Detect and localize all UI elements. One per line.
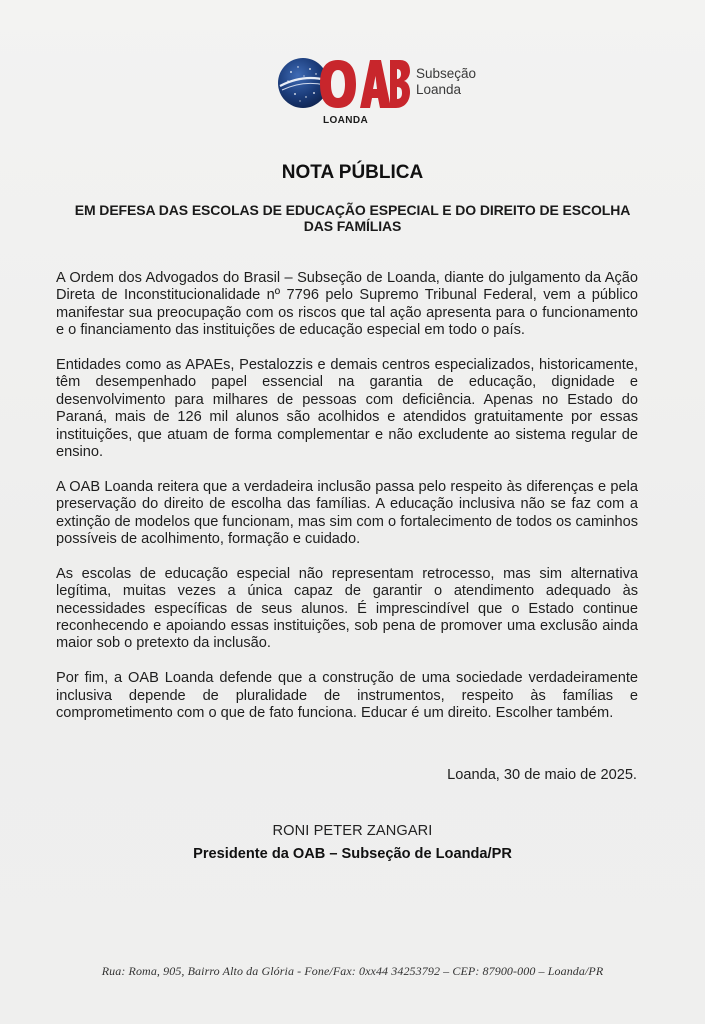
paragraph: A OAB Loanda reitera que a verdadeira inclusão passa pelo respeito às diferenças e pela preservação do direito de escolha das famílias. A educação inclusiva não se faz com a extinção de modelos que funcionam, mas sim com o fortalecimento de todos os caminhos possíveis de acolhimento, formação e cuidado.: [56, 478, 638, 548]
signer-title: Presidente da OAB – Subseção de Loanda/PR: [193, 846, 512, 862]
footer-address: Rua: Roma, 905, Bairro Alto da Glória - Fone/Fax: 0xx44 34253792 – CEP: 87900-000 – Loanda/PR: [101, 964, 604, 978]
logo-city-label: LOANDA: [323, 115, 369, 126]
logo-sub-line2: Loanda: [416, 82, 462, 97]
signer-name: RONI PETER ZANGARI: [272, 823, 433, 839]
oab-logo-emblem: [276, 56, 411, 116]
document-date: Loanda, 30 de maio de 2025.: [447, 767, 637, 783]
paragraph: A Ordem dos Advogados do Brasil – Subseção de Loanda, diante do julgamento da Ação Direta de Inconstitucionalidade nº 7796 pelo Supremo Tribunal Federal, vem a público manifestar sua preocupação com os riscos que tal ação apresenta para o funcionamento e o financiamento das instituições de educação especial em todo o país.: [56, 270, 638, 339]
logo-sub-line1: Subseção: [416, 66, 477, 81]
document-subtitle: EM DEFESA DAS ESCOLAS DE EDUCAÇÃO ESPECIAL E DO DIREITO DE ESCOLHA DAS FAMÍLIAS: [74, 202, 631, 234]
document-body: [56, 270, 638, 740]
oab-logo: [276, 56, 496, 130]
paragraph: As escolas de educação especial não representam retrocesso, mas sim alternativa legítima, muitas vezes a única capaz de garantir o atendimento adequado às necessidades específicas de seus alunos. É imprescindível que o Estado continue reconhecendo e apoiando essas instituições, sob pena de promover uma exclusão ainda maior sob o pretexto da inclusão.: [56, 565, 638, 652]
paragraph: Entidades como as APAEs, Pestalozzis e demais centros especializados, historicamente, têm desempenhado papel essencial na garantia de educação, dignidade e desenvolvimento para milhares de pessoas com deficiência. Apenas no Estado do Paraná, mais de 126 mil alunos são acolhidos e atendidos gratuitamente por essas instituições, que atuam de forma complementar e não excludente ao sistema regular de ensino.: [56, 357, 638, 461]
document-title: NOTA PÚBLICA: [281, 162, 424, 183]
paragraph: Por fim, a OAB Loanda defende que a construção de uma sociedade verdadeiramente inclusiva depende de pluralidade de instrumentos, respeito às famílias e comprometimento com o que de fato funciona. Educar é um direito. Escolher também.: [56, 670, 638, 722]
logo-subsection-text: [416, 66, 476, 98]
